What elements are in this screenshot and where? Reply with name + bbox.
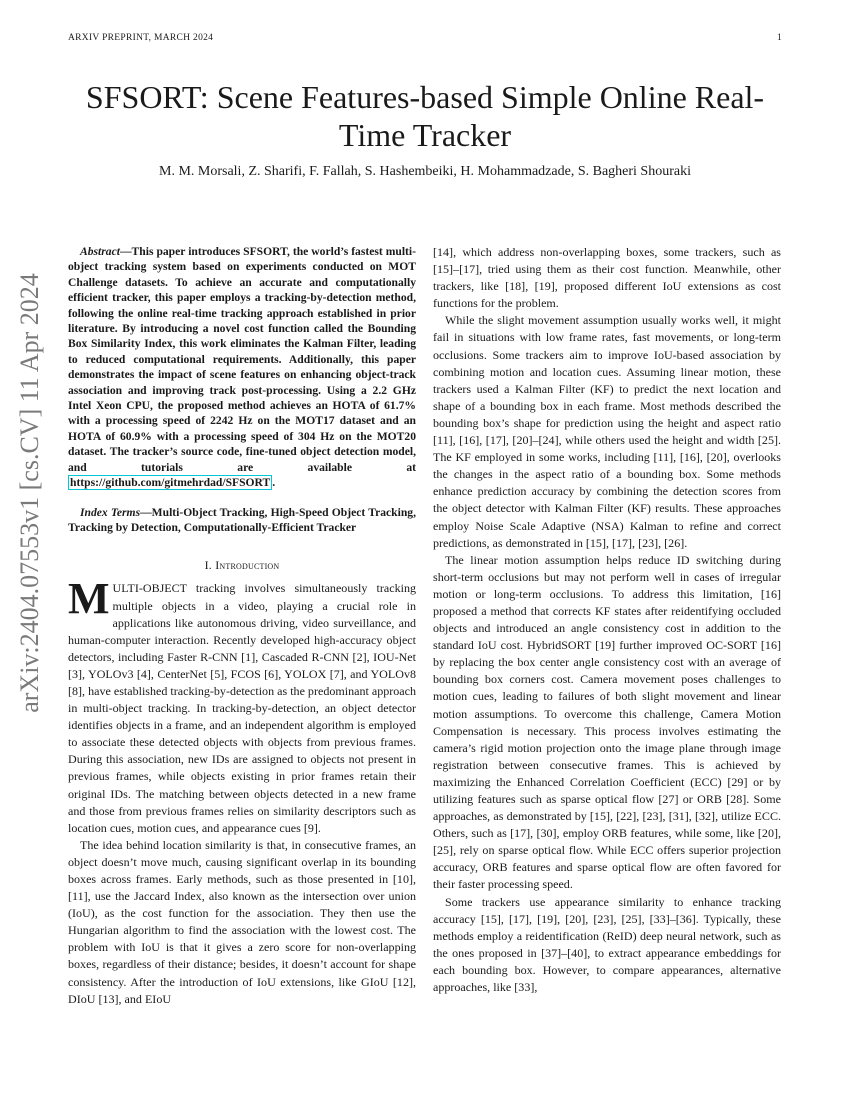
- right-paragraph-2: While the slight movement assumption usually works well, it might fail in situations with low frame rates, fast movements, or long-term occlusions. Some trackers aim to improve IoU-based association by combining motion and location cues. Assuming linear motion, these trackers used a Kalman Filter (KF) to predict the next location and shape of a bounding box in each frame. Most methods described the bounding box’s shape for prediction using the height and aspect ratio [11], [16], [17], [20]–[24], while others used the height and width [25]. The KF employed in some works, including [11], [16], [20], overlooks the changes in the aspect ratio of a bounding box. Some methods enhance prediction accuracy by combining the detection scores from the object detector with Kalman Filter (KF) results. These approaches employ Noise Scale Adaptive (NSA) Kalman to refine and correct predictions, as demonstrated in [15], [17], [23], [26].: [433, 313, 781, 550]
- paper-title: SFSORT: Scene Features-based Simple Online Real-Time Tracker: [85, 79, 765, 153]
- intro-paragraph-2: The idea behind location similarity is that, in consecutive frames, an object doesn’t move much, causing significant overlap in its bounding boxes across frames. Early methods, such as those presented in [10], [11], use the Jaccard Index, also known as the intersection over union (IoU), as the cost function for the association. They then use the Hungarian algorithm to find the association with the lowest cost. The problem with IoU is that it gives a zero score for non-overlapping boxes, regardless of their distance; besides, it doesn’t account for shape consistency. After the introduction of IoU extensions, like GIoU [12], DIoU [13], and EIoU: [68, 837, 416, 1006]
- right-column: [433, 244, 781, 996]
- drop-cap: M: [68, 574, 110, 624]
- section-heading-introduction: I. Introduction: [204, 558, 280, 573]
- author-list: M. M. Morsali, Z. Sharifi, F. Fallah, S. Hashembeiki, H. Mohammadzade, S. Bagheri Shouraki: [159, 164, 691, 179]
- github-link[interactable]: https://github.com/gitmehrdad/SFSORT: [70, 476, 271, 490]
- page-number: 1: [776, 33, 782, 43]
- arxiv-stamp: [10, 273, 50, 713]
- right-paragraph-3: The linear motion assumption helps reduce ID switching during short-term occlusions but may not perform well in cases of irregular motion or long-term occlusions. To address this limitation, [16] proposed a method that corrects KF states after reidentifying occluded objects and introduced an angle consistency cost in addition to the standard IoU cost. HybridSORT [19] further improved OC-SORT [16] by replacing the box center angle consistency cost with an average of bounding box corners cost. Camera movement poses challenges to motion cues, leading to failures of both slight movement and linear motion assumptions. To overcome this challenge, Camera Motion Compensation is necessary. This process involves estimating the camera’s rigid motion projection onto the image plane through image registration between consecutive frames. This is achieved by maximizing the Enhanced Correlation Coefficient (ECC) [29] or by utilizing features such as sparse optical flow [27] or ORB [28]. Some approaches, as demonstrated by [15], [22], [23], [31], [32], utilize ECC. Others, such as [17], [30], employ ORB features, while some, like [20], [25], rely on sparse optical flow. While ECC offers superior projection accuracy, ORB features and sparse optical flow are often favored for their faster processing speed.: [433, 552, 781, 892]
- index-terms: [68, 505, 416, 536]
- intro-paragraph-1: MULTI-OBJECT tracking involves simultaneously tracking multiple objects in a video, playing a crucial role in applications like autonomous driving, video surveillance, and human-computer interaction. Recently developed high-accuracy object detectors, including Faster R-CNN [1], Cascaded R-CNN [2], IOU-Net [3], YOLOv3 [4], CenterNet [5], FCOS [6], YOLOX [7], and YOLOv8 [8], have established tracking-by-detection as the predominant approach in multi-object tracking. In tracking-by-detection, an object detector identifies objects in a frame, and an independent algorithm is employed to associate these detected objects with objects from previous frames. During this association, new IDs are assigned to objects not present in previous frames, while objects existing in prior frames retain their original IDs. The matching between objects detected in a new frame and those from previous frames relies on similarity descriptors such as location cues, motion cues, and appearance cues [9].: [68, 574, 416, 835]
- index-terms-text: —Multi-Object Tracking, High-Speed Object Tracking, Tracking by Detection, Computationally-Efficient Tracker: [68, 505, 416, 534]
- index-terms-label: Index Terms: [80, 505, 141, 519]
- abstract-text: —This paper introduces SFSORT, the world’s fastest multi-object tracking system based on experiments conducted on MOT Challenge datasets. To achieve an accurate and computationally efficient tracker, this paper employs a tracking-by-detection method, following the online real-time tracking approach established in prior literature. By introducing a novel cost function called the Bounding Box Similarity Index, this work eliminates the Kalman Filter, leading to reduced computational requirements. Additionally, this paper demonstrates the impact of scene features on enhancing object-track association and improving track post-processing. Using a 2.2 GHz Intel Xeon CPU, the proposed method achieves an HOTA of 61.7% with a processing speed of 2242 Hz on the MOT17 dataset and an HOTA of 60.9% with a processing speed of 304 Hz on the MOT20 dataset. The tracker’s source code, fine-tuned object detection model, and tutorials are available at: [68, 245, 416, 474]
- left-column: [68, 244, 416, 1008]
- arxiv-identifier[interactable]: arXiv:2404.07553v1 [cs.CV] 11 Apr 2024: [15, 273, 44, 713]
- right-paragraph-1: [14], which address non-overlapping boxes, some trackers, such as [15]–[17], tried using them as their cost function. Meanwhile, other trackers, like [18], [19], proposed different IoU extensions as cost functions for the problem.: [433, 245, 781, 311]
- right-paragraph-4: Some trackers use appearance similarity to enhance tracking accuracy [15], [17], [19], [20], [23], [25], [33]–[36]. Typically, these methods employ a reidentification (ReID) deep neural network, such as the ones proposed in [37]–[40], to extract appearance embeddings for each bounding box. However, to compare appearances, alternative approaches, like [33],: [433, 894, 781, 995]
- running-head: [68, 33, 782, 43]
- journal-header: ARXIV PREPRINT, MARCH 2024: [68, 33, 214, 43]
- abstract-label: Abstract: [80, 245, 120, 258]
- abstract: Abstract—This paper introduces SFSORT, the world’s fastest multi-object tracking system based on experiments conducted on MOT Challenge datasets. To achieve an accurate and computationally efficient tracker, this paper employs a tracking-by-detection method, following the online real-time tracking approach established in prior literature. By introducing a novel cost function called the Bounding Box Similarity Index, this work eliminates the Kalman Filter, leading to reduced computational requirements. Additionally, this paper demonstrates the impact of scene features on enhancing object-track association and improving track post-processing. Using a 2.2 GHz Intel Xeon CPU, the proposed method achieves an HOTA of 61.7% with a processing speed of 2242 Hz on the MOT17 dataset and an HOTA of 60.9% with a processing speed of 304 Hz on the MOT20 dataset. The tracker’s source code, fine-tuned object detection model, and tutorials are available at https://github.com/gitmehrdad/SFSORT .: [68, 245, 416, 490]
